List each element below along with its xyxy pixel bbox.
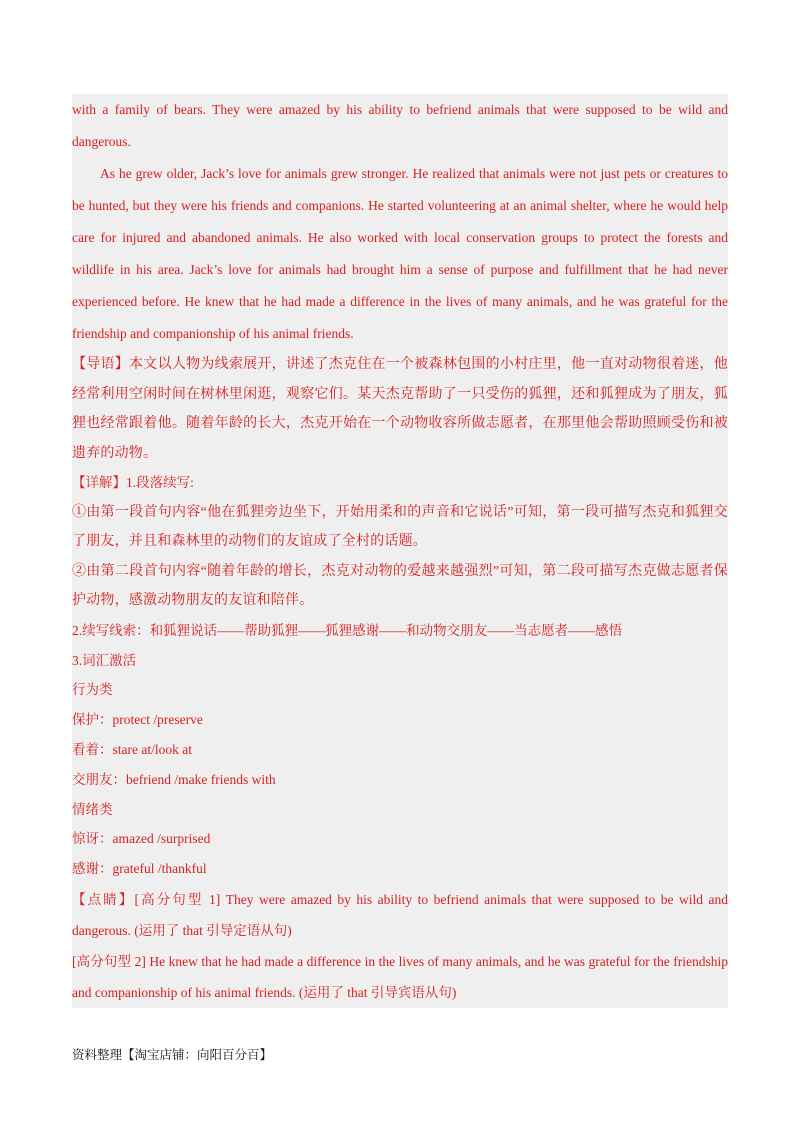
writing-clues: 2.续写线索：和狐狸说话——帮助狐狸——狐狸感谢——和动物交朋友——当志愿者——感悟 xyxy=(72,622,623,638)
answer-explanation-block xyxy=(72,94,728,1008)
detail-point-1: ①由第一段首句内容“他在狐狸旁边坐下，开始用柔和的声音和它说话”可知，第一段可描写杰克和狐狸交了朋友，并且和森林里的动物们的友谊成了全村的话题。 xyxy=(72,504,728,550)
highlight-sentence-1: 【点睛】[高分句型 1] They were amazed by his ability to befriend animals that were supposed to be wild and dangerous. (运用了 that 引导定语从句) xyxy=(72,891,728,938)
vocab-item: 保护：protect /preserve xyxy=(72,712,203,728)
page-footer: 资料整理【淘宝店铺：向阳百分百】 xyxy=(72,1047,273,1062)
vocab-item: 交朋友：befriend /make friends with xyxy=(72,771,276,787)
highlight-sentence-2: [高分句型 2] He knew that he had made a difference in the lives of many animals, and he was grateful for the friendship and companionship of his animal friends. (运用了 that 引导宾语从句) xyxy=(72,953,728,1000)
story-paragraph-1: with a family of bears. They were amazed by his ability to befriend animals that were supposed to be wild and dangerous. xyxy=(72,102,728,149)
action-category: 行为类 xyxy=(72,682,113,698)
vocab-heading: 3.词汇激活 xyxy=(72,652,137,668)
detail-point-2: ②由第二段首句内容“随着年龄的增长，杰克对动物的爱越来越强烈”可知，第二段可描写杰克做志愿者保护动物，感激动物朋友的友谊和陪伴。 xyxy=(72,563,728,609)
guide-section: 【导语】本文以人物为线索展开，讲述了杰克住在一个被森林包围的小村庄里，他一直对动物很着迷，他经常利用空闲时间在树林里闲逛，观察它们。某天杰克帮助了一只受伤的狐狸，还和狐狸成为了朋友，狐狸也经常跟着他。随着年龄的长大，杰克开始在一个动物收容所做志愿者，在那里他会帮助照顾受伤和被遗弃的动物。 xyxy=(72,357,728,461)
detail-heading: 【详解】1.段落续写: xyxy=(72,475,194,490)
vocab-item: 看着：stare at/look at xyxy=(72,741,192,757)
vocab-item: 惊讶：amazed /surprised xyxy=(72,831,211,847)
vocab-item: 感谢：grateful /thankful xyxy=(72,861,207,877)
story-paragraph-2: As he grew older, Jack’s love for animals grew stronger. He realized that animals were not just pets or creatures to be hunted, but they were his friends and companions. He started volunteering at an animal shelter, where he would help care for injured and abandoned animals. He also worked with local conservation groups to protect the forests and wildlife in his area. Jack’s love for animals had brought him a sense of purpose and fulfillment that he had never experienced before. He knew that he had made a difference in the lives of many animals, and he was grateful for the friendship and companionship of his animal friends. xyxy=(72,166,728,341)
emotion-category: 情绪类 xyxy=(72,801,113,817)
